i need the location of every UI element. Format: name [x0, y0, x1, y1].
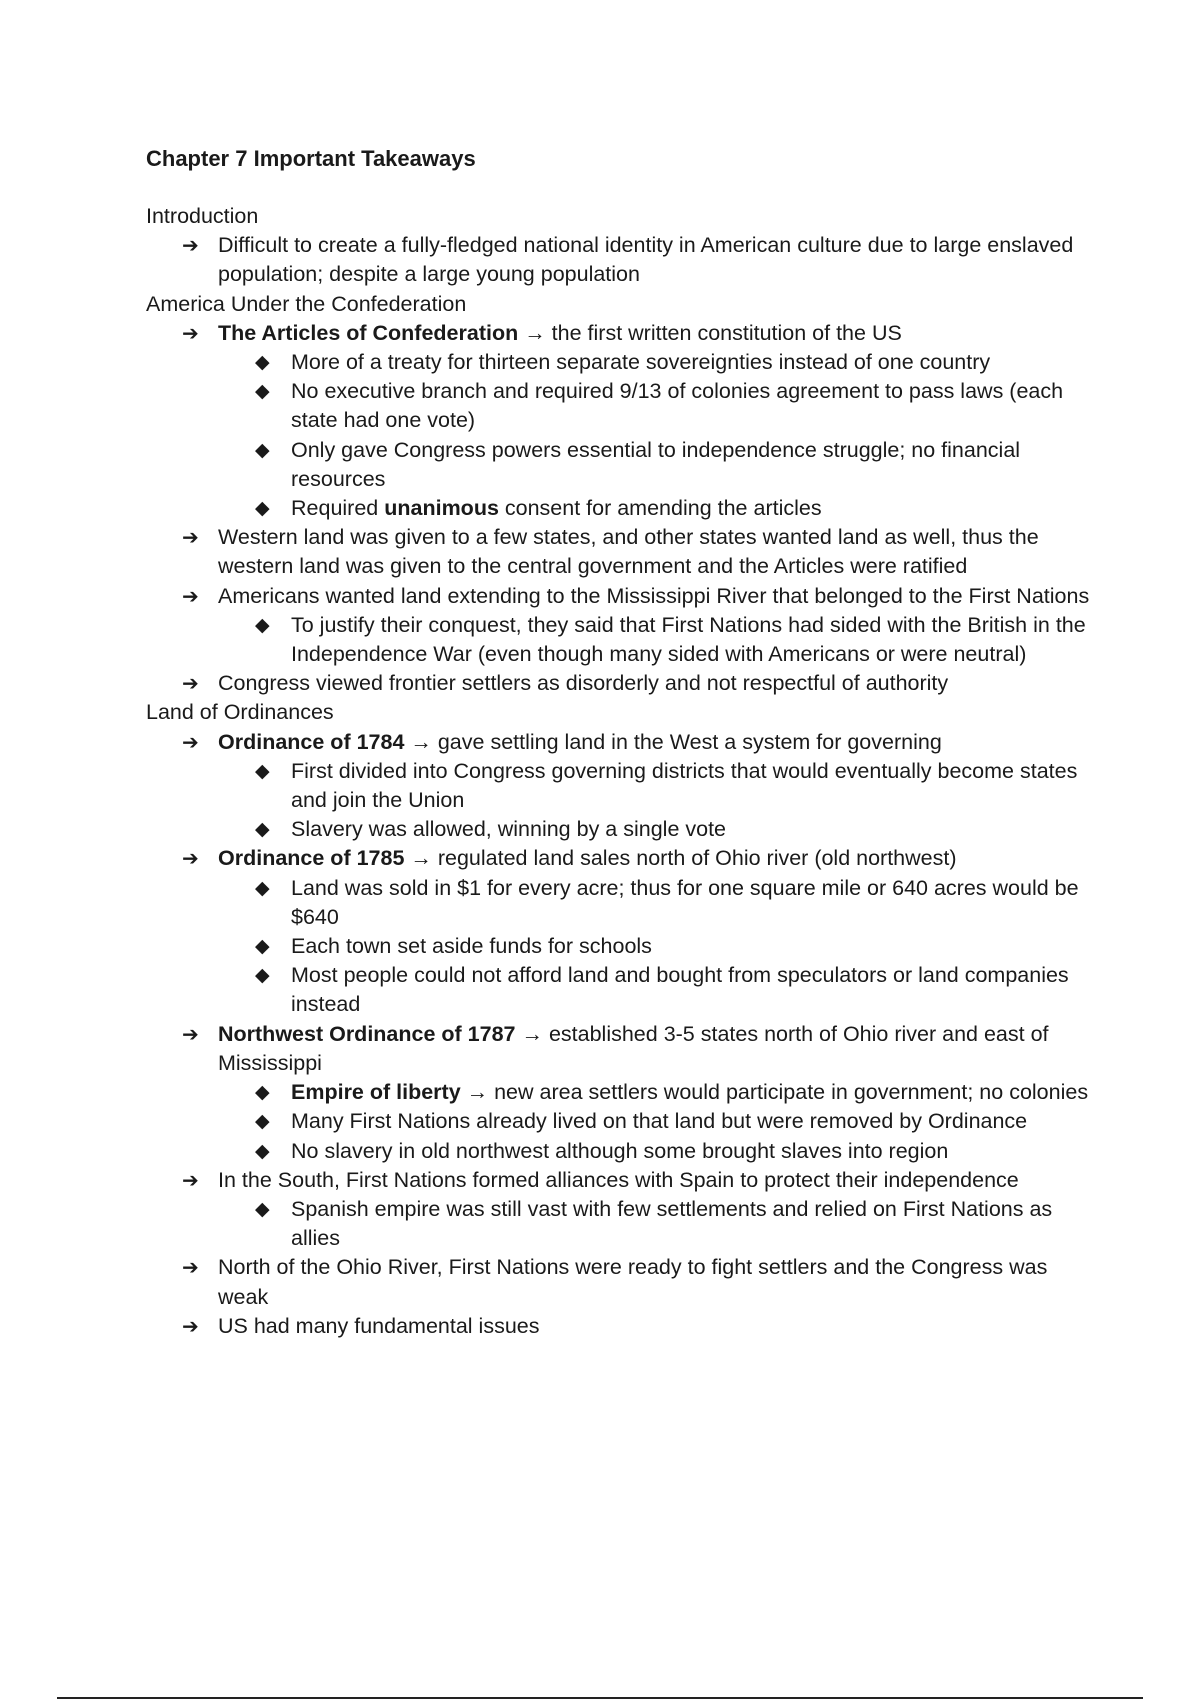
sub-list-item: ◆ Land was sold in $1 for every acre; thus for one square mile or 640 acres would be $640 — [255, 875, 1079, 929]
diamond-bullet-icon: ◆ — [255, 935, 270, 958]
diamond-bullet-icon: ◆ — [255, 1197, 270, 1220]
diamond-bullet-icon: ◆ — [255, 380, 270, 403]
term-ordinance-1785: Ordinance of 1785 — [218, 846, 405, 871]
sub-list-item: ◆ No executive branch and required 9/13 of colonies agreement to pass laws (each state had one vote) — [255, 379, 1064, 433]
arrow-bullet-icon: ➔ — [182, 1313, 199, 1338]
sub-list-item: ◆ Slavery was allowed, winning by a single vote — [146, 815, 1146, 844]
list-item: ➔ The Articles of Confederation → the first written constitution of the US — [146, 319, 1146, 348]
sub-list-item: ◆ First divided into Congress governing districts that would eventually become states and join the Union — [255, 758, 1078, 813]
sub-list-item: ◆ Empire of liberty → new area settlers would participate in government; no colonies — [146, 1078, 1146, 1107]
term-unanimous: unanimous — [384, 496, 499, 521]
arrow-bullet-icon: ➔ — [182, 1021, 199, 1046]
list-item: ➔ Americans wanted land extending to the Mississippi River that belonged to the First Nations — [146, 582, 1146, 611]
diamond-bullet-icon: ◆ — [255, 1081, 270, 1104]
term-northwest-ordinance: Northwest Ordinance of 1787 — [218, 1021, 516, 1046]
arrow-bullet-icon: ➔ — [182, 1167, 199, 1192]
diamond-bullet-icon: ◆ — [255, 964, 270, 987]
section-heading-introduction: Introduction — [146, 204, 259, 228]
list-item: ➔ Congress viewed frontier settlers as disorderly and not respectful of authority — [146, 669, 1146, 698]
sub-list-item: ◆ More of a treaty for thirteen separate sovereignties instead of one country — [146, 348, 1146, 377]
diamond-bullet-icon: ◆ — [255, 438, 270, 461]
term-ordinance-1784: Ordinance of 1784 — [218, 729, 405, 754]
list-item: ➔ Ordinance of 1785 → regulated land sales north of Ohio river (old northwest) — [146, 844, 1146, 873]
arrow-bullet-icon: ➔ — [182, 1255, 199, 1280]
term-articles: The Articles of Confederation — [218, 320, 519, 345]
sub-list-item: ◆ Many First Nations already lived on that land but were removed by Ordinance — [146, 1107, 1146, 1136]
diamond-bullet-icon: ◆ — [255, 497, 270, 520]
list-item: ➔ US had many fundamental issues — [146, 1312, 1146, 1341]
diamond-bullet-icon: ◆ — [255, 613, 270, 636]
arrow-bullet-icon: ➔ — [182, 729, 199, 754]
list-item: ➔ Western land was given to a few states, and other states wanted land as well, thus the western land was given to the central government and the Articles were ratified — [182, 525, 1039, 579]
page-bottom-rule — [57, 1697, 1143, 1699]
term-empire-of-liberty: Empire of liberty — [291, 1080, 461, 1105]
arrow-bullet-icon: ➔ — [182, 320, 199, 345]
diamond-bullet-icon: ◆ — [255, 1110, 270, 1133]
diamond-bullet-icon: ◆ — [255, 351, 270, 374]
list-item: ➔ Difficult to create a fully-fledged national identity in American culture due to large enslaved population; despite a large young population — [182, 233, 1074, 287]
diamond-bullet-icon: ◆ — [255, 1139, 270, 1162]
arrow-bullet-icon: ➔ — [182, 525, 199, 550]
arrow-bullet-icon: ➔ — [182, 846, 199, 871]
arrow-bullet-icon: ➔ — [182, 583, 199, 608]
list-item: ➔ In the South, First Nations formed alliances with Spain to protect their independence — [146, 1166, 1146, 1195]
diamond-bullet-icon: ◆ — [255, 759, 270, 782]
arrow-bullet-icon: ➔ — [182, 233, 199, 258]
notes-body — [146, 202, 1146, 1341]
diamond-bullet-icon: ◆ — [255, 818, 270, 841]
list-item: ➔ North of the Ohio River, First Nations were ready to fight settlers and the Congress was weak — [182, 1255, 1048, 1309]
sub-list-item: ◆ To justify their conquest, they said that First Nations had sided with the British in the Independence War (even though many sided with Americans or were neutral) — [255, 612, 1086, 667]
section-heading-ordinances: Land of Ordinances — [146, 700, 334, 725]
list-item: ➔ Northwest Ordinance of 1787 → established 3-5 states north of Ohio river and east of Mississippi — [182, 1021, 1049, 1075]
sub-list-item: ◆ Most people could not afford land and bought from speculators or land companies instead — [255, 963, 1069, 1017]
sub-list-item: ◆ Spanish empire was still vast with few settlements and relied on First Nations as allies — [255, 1196, 1053, 1251]
arrow-bullet-icon: ➔ — [182, 671, 199, 696]
page-title: Chapter 7 Important Takeaways — [146, 146, 476, 171]
sub-list-item: ◆ No slavery in old northwest although some brought slaves into region — [146, 1137, 1146, 1166]
diamond-bullet-icon: ◆ — [255, 876, 270, 899]
sub-list-item: ◆ Each town set aside funds for schools — [146, 932, 1146, 961]
sub-list-item: ◆ Required unanimous consent for amending the articles — [146, 494, 1146, 523]
section-heading-confederation: America Under the Confederation — [146, 291, 467, 316]
sub-list-item: ◆ Only gave Congress powers essential to independence struggle; no financial resources — [255, 437, 1021, 491]
list-item: ➔ Ordinance of 1784 → gave settling land in the West a system for governing — [146, 728, 1146, 757]
